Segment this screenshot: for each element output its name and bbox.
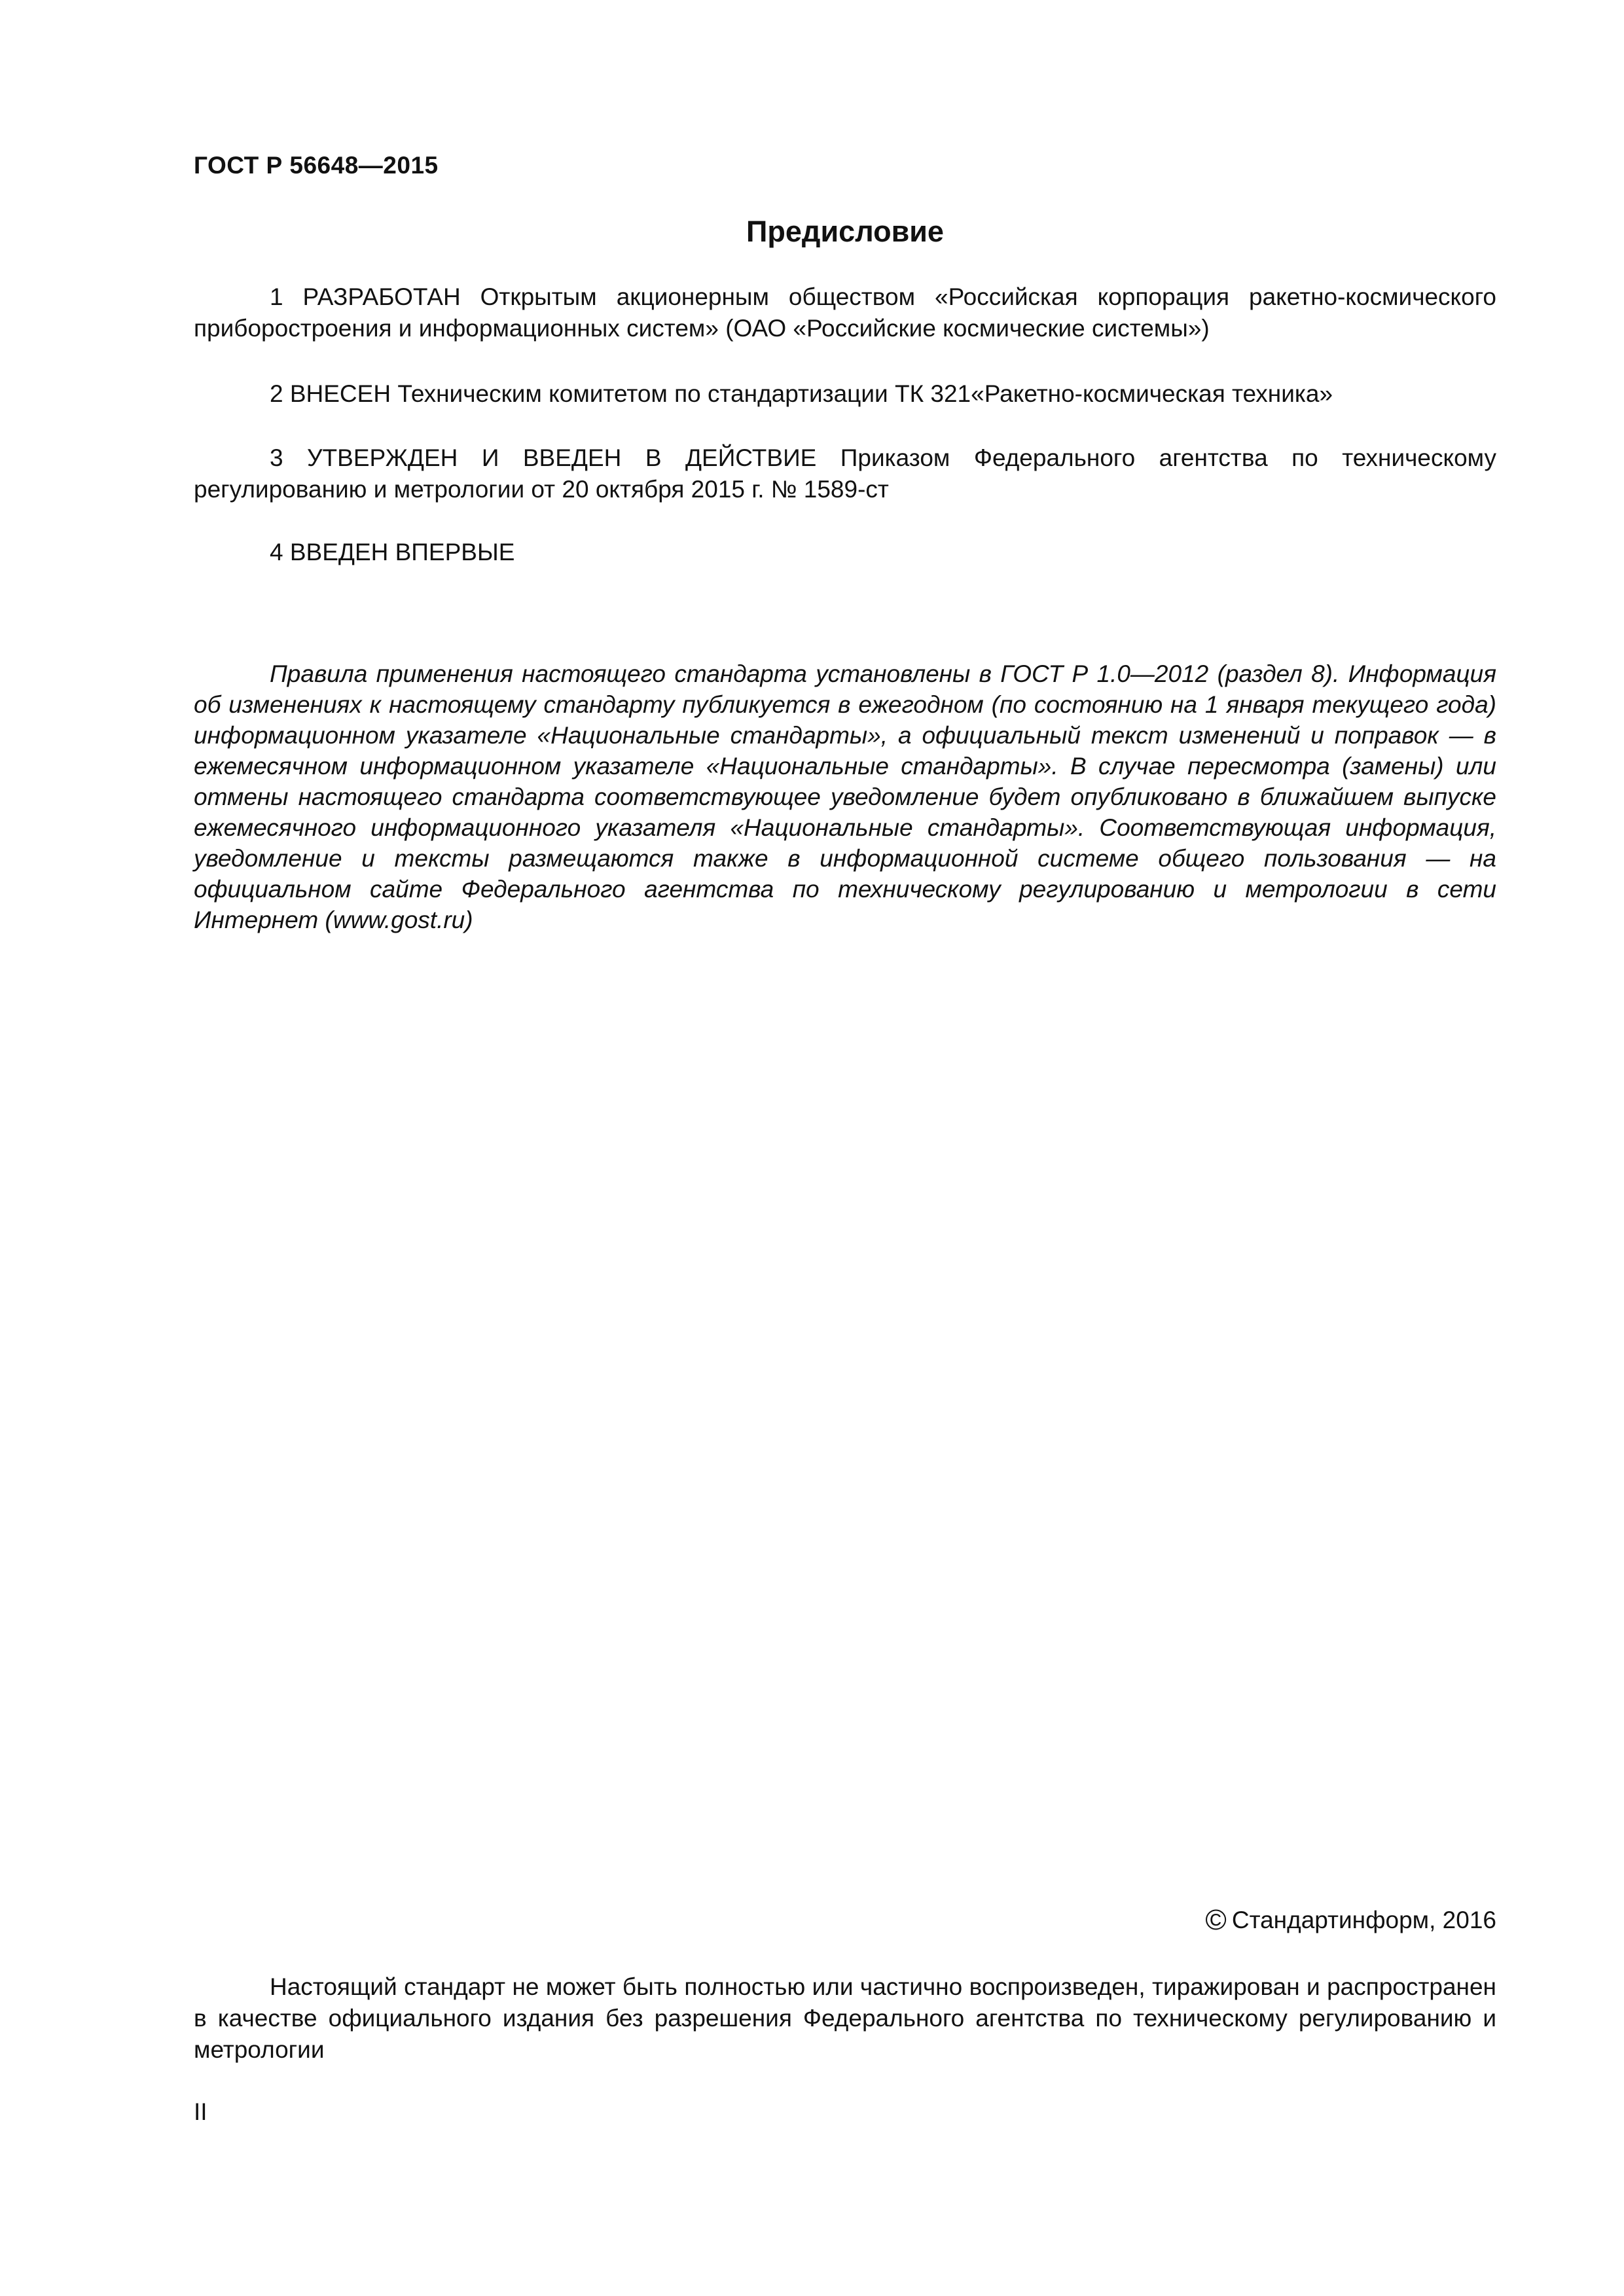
copyright-text: Стандартинформ, 2016 [1231, 1907, 1496, 1933]
page-number: II [194, 2098, 208, 2125]
foreword-item-developed: 1 РАЗРАБОТАН Открытым акционерным обществом «Российская корпорация ракетно-космического приборостроения и информационных систем» (ОАО «Российские космические системы») [194, 283, 1496, 342]
copyright-line [1205, 1906, 1496, 1935]
reproduction-rights-notice: Настоящий стандарт не может быть полностью или частично воспроизведен, тиражирован и распространен в качестве официального издания без разрешения Федерального агентства по техническому регулированию и метрологии [194, 1973, 1496, 2063]
page-title: Предисловие [746, 215, 944, 248]
foreword-item-first-introduced: 4 ВВЕДЕН ВПЕРВЫЕ [270, 539, 515, 565]
foreword-item-approved: 3 УТВЕРЖДЕН И ВВЕДЕН В ДЕЙСТВИЕ Приказом Федерального агентства по техническому регулированию и метрологии от 20 октября 2015 г. № 1589-ст [194, 444, 1496, 503]
copyright-icon: © [1205, 1904, 1227, 1936]
standard-designation: ГОСТ Р 56648—2015 [194, 152, 439, 179]
application-rules-notice: Правила применения настоящего стандарта установлены в ГОСТ Р 1.0—2012 (раздел 8). Информация об изменениях к настоящему стандарту публикуется в ежегодном (по состоянию на 1 января текущего года) информационном указателе «Национальные стандарты», а официальный текст изменений и поправок — в ежемесячном информационном указателе «Национальные стандарты». В случае пересмотра (замены) или отмены настоящего стандарта соответствующее уведомление будет опубликовано в ближайшем выпуске ежемесячного информационного указателя «Национальные стандарты». Соответствующая информация, уведомление и тексты размещаются также в информационной системе общего пользования — на официальном сайте Федерального агентства по техническому регулированию и метрологии в сети Интернет (www.gost.ru) [194, 660, 1496, 933]
foreword-item-submitted: 2 ВНЕСЕН Техническим комитетом по стандартизации ТК 321«Ракетно-космическая техника» [270, 380, 1333, 407]
